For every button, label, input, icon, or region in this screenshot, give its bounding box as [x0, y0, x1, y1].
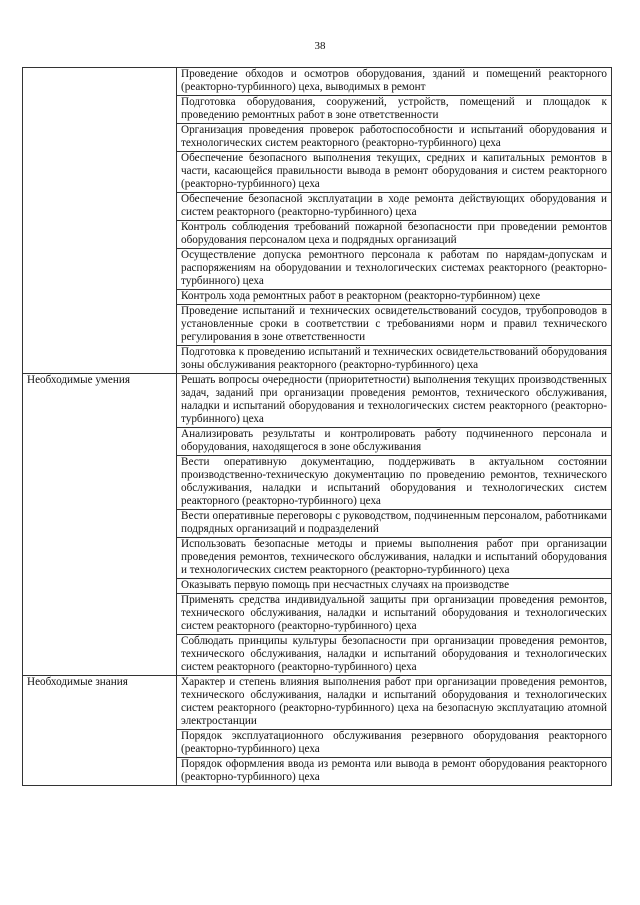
requirement-item: Организация проведения проверок работоспособности и испытаний оборудования и технологических систем реакторного (реакторно-турбинного) цеха	[177, 124, 612, 152]
section-label: Необходимые умения	[27, 374, 130, 386]
requirements-table-body	[23, 68, 612, 786]
requirement-item: Порядок эксплуатационного обслуживания резервного оборудования реакторного (реакторно-турбинного) цеха	[177, 730, 612, 758]
requirement-item: Применять средства индивидуальной защиты при организации проведения ремонтов, технического обслуживания, наладки и испытаний оборудования и технологических систем реакторного (реакторно-турбинного) цеха	[177, 594, 612, 635]
requirement-item: Контроль соблюдения требований пожарной безопасности при проведении ремонтов оборудования персоналом цеха и подрядных организаций	[177, 221, 612, 249]
requirement-item: Проведение испытаний и технических освидетельствований сосудов, трубопроводов в установленные сроки в соответствии с требованиями норм и правил технического регулирования в зоне ответственности	[177, 305, 612, 346]
section-label-cell	[23, 676, 177, 786]
requirement-item: Осуществление допуска ремонтного персонала к работам по нарядам-допускам и распоряжениям на оборудовании и технологических системах реакторного (реакторно-турбинного) цеха	[177, 249, 612, 290]
requirement-item: Использовать безопасные методы и приемы выполнения работ при организации проведения ремонтов, технического обслуживания, наладки и испытаний оборудования и технологических систем реакторного (реакторно-турбинного) цеха	[177, 538, 612, 579]
requirement-item: Порядок оформления ввода из ремонта или вывода в ремонт оборудования реакторного (реакторно-турбинного) цеха	[177, 758, 612, 786]
requirement-item: Подготовка к проведению испытаний и технических освидетельствований оборудования зоны обслуживания реакторного (реакторно-турбинного) цеха	[177, 346, 612, 374]
requirement-item: Подготовка оборудования, сооружений, устройств, помещений и площадок к проведению ремонтных работ в зоне ответственности	[177, 96, 612, 124]
requirement-item: Обеспечение безопасного выполнения текущих, средних и капитальных ремонтов в части, касающейся правильности вывода в ремонт оборудования и систем реакторного (реакторно-турбинного) цеха	[177, 152, 612, 193]
requirement-item: Анализировать результаты и контролировать работу подчиненного персонала и оборудования, находящегося в зоне обслуживания	[177, 428, 612, 456]
page-number: 38	[314, 40, 326, 52]
requirement-item: Вести оперативные переговоры с руководством, подчиненным персоналом, работниками подрядных организаций и подразделений	[177, 510, 612, 538]
requirements-table	[22, 67, 612, 786]
requirement-item: Вести оперативную документацию, поддерживать в актуальном состоянии производственно-техническую документацию по проведению ремонтов, технического обслуживания, наладки и испытаний оборудования и технологических систем реакторного (реакторно-турбинного) цеха	[177, 456, 612, 510]
table-row	[23, 374, 612, 428]
section-label-cell	[23, 68, 177, 374]
requirement-item: Проведение обходов и осмотров оборудования, зданий и помещений реакторного (реакторно-турбинного) цеха, выводимых в ремонт	[177, 68, 612, 96]
section-label-cell	[23, 374, 177, 676]
requirement-item: Решать вопросы очередности (приоритетности) выполнения текущих производственных задач, заданий при организации проведения ремонтов, технического обслуживания, наладки и испытаний оборудования и технологических систем реакторного (реакторно-турбинного) цеха	[177, 374, 612, 428]
requirement-item: Контроль хода ремонтных работ в реакторном (реакторно-турбинном) цехе	[177, 290, 612, 305]
requirement-item: Обеспечение безопасной эксплуатации в ходе ремонта действующих оборудования и систем реакторного (реакторно-турбинного) цеха	[177, 193, 612, 221]
section-label: Необходимые знания	[27, 676, 128, 688]
requirement-item: Характер и степень влияния выполнения работ при организации проведения ремонтов, технического обслуживания, наладки и испытаний оборудования и технологических систем реакторного (реакторно-турбинного) цеха на безопасную эксплуатацию атомной электростанции	[177, 676, 612, 730]
requirement-item: Оказывать первую помощь при несчастных случаях на производстве	[177, 579, 612, 594]
requirement-item: Соблюдать принципы культуры безопасности при организации проведения ремонтов, технического обслуживания, наладки и испытаний оборудования и технологических систем реакторного (реакторно-турбинного) цеха	[177, 635, 612, 676]
table-row	[23, 676, 612, 730]
table-row	[23, 68, 612, 96]
